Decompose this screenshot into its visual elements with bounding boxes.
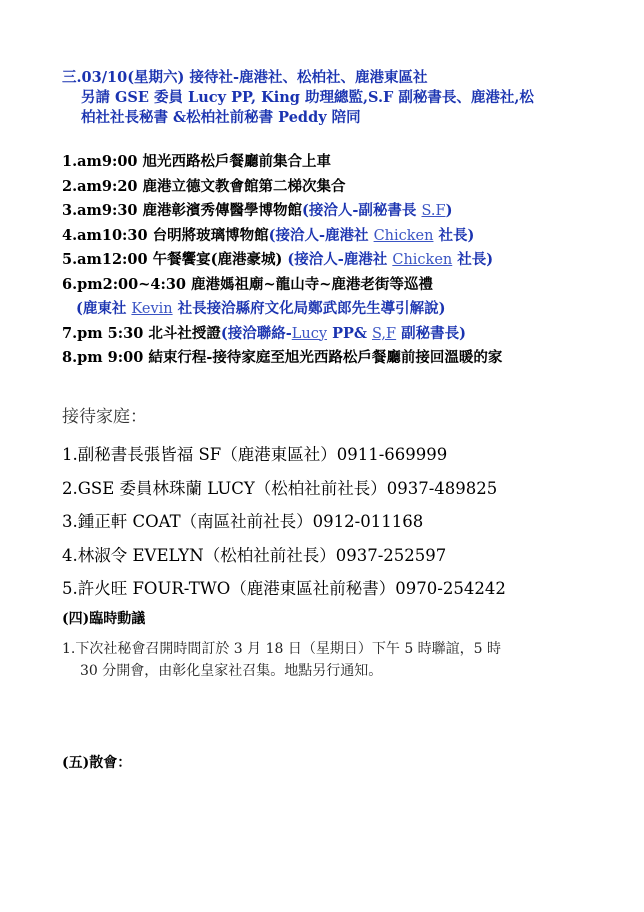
contact-note-end: 社長接洽縣府文化局鄭武郎先生導引解說) [172, 300, 446, 317]
contact-note-end: ) [445, 202, 453, 219]
contact-note: (接洽人-鹿港社 [268, 226, 374, 244]
itinerary-item-3 [62, 199, 632, 224]
section-5-title: (五)散會： [62, 755, 132, 771]
itinerary-item-2: 2.am9:20 鹿港立德文教會館第二梯次集合 [62, 177, 346, 195]
host-family-1: 1.副秘書長張皆福 SF（鹿港東區社）0911-669999 [62, 445, 448, 464]
extempore-motion [62, 638, 602, 682]
host-family-5: 5.許火旺 FOUR-TWO（鹿港東區社前秘書）0970-254242 [62, 579, 506, 598]
contact-note: (接洽人-鹿港社 [287, 251, 393, 268]
host-families-list [62, 438, 632, 606]
itinerary-item-6-note [62, 297, 632, 322]
item-text: 3.am9:30 鹿港彰濱秀傳醫學博物館 [62, 202, 303, 219]
contact-link-2[interactable]: S,F [372, 325, 397, 342]
section-3-header [62, 68, 622, 128]
contact-note-mid: PP& [327, 324, 373, 342]
section-3-companions-line-2: 柏社社長秘書 &松柏社前秘書 Peddy 陪同 [81, 109, 361, 126]
contact-note: (接洽人-副秘書長 [302, 202, 422, 219]
itinerary-item-1: 1.am9:00 旭光西路松戶餐廳前集合上車 [62, 153, 332, 170]
contact-link[interactable]: Chicken [373, 227, 434, 244]
section-4-title: (四)臨時動議 [62, 611, 146, 627]
host-family-2: 2.GSE 委員林珠蘭 LUCY（松柏社前社長）0937-489825 [62, 478, 498, 498]
itinerary-item-5 [62, 248, 632, 273]
contact-link[interactable]: S.F [421, 203, 446, 219]
section-3-companions-line-1: 另請 GSE 委員 Lucy PP, King 助理總監,S.F 副秘書長、鹿港社,松 [81, 89, 534, 106]
contact-link[interactable]: Chicken [392, 252, 453, 268]
itinerary-item-7 [62, 322, 632, 347]
itinerary-item-4 [62, 224, 632, 249]
contact-link[interactable]: Kevin [131, 301, 173, 317]
contact-note-end: 社長) [433, 226, 475, 244]
motion-line-1: 1.下次社秘會召開時間訂於 3 月 18 日（星期日）下午 5 時聯誼，5 時 [62, 641, 502, 657]
host-family-3: 3.鍾正軒 COAT（南區社前社長）0912-011168 [62, 512, 424, 531]
contact-note-end: 副秘書長) [396, 324, 467, 342]
motion-line-2: 30 分開會，由彰化皇家社召集。地點另行通知。 [80, 663, 383, 679]
host-family-4: 4.林淑令 EVELYN（松柏社前社長）0937-252597 [62, 545, 447, 565]
item-text: 5.am12:00 午餐饗宴(鹿港豪城) [62, 251, 288, 268]
section-3-title: 三.03/10(星期六) 接待社-鹿港社、松柏社、鹿港東區社 [62, 69, 428, 86]
item-text: 7.pm 5:30 北斗社授證 [62, 324, 221, 342]
contact-note: (接洽聯絡- [220, 324, 292, 342]
contact-note-end: 社長) [452, 251, 494, 268]
itinerary-item-6: 6.pm2:00~4:30 鹿港媽祖廟~龍山寺~鹿港老街等巡禮 [62, 275, 433, 293]
item-text: 4.am10:30 台明將玻璃博物館 [62, 226, 269, 244]
contact-note: (鹿東社 [76, 300, 132, 317]
itinerary-list [62, 150, 632, 371]
itinerary-item-8: 8.pm 9:00 結束行程-接待家庭至旭光西路松戶餐廳前接回溫暖的家 [62, 349, 503, 366]
host-families-title: 接待家庭： [62, 407, 147, 427]
contact-link[interactable]: Lucy [291, 325, 328, 342]
